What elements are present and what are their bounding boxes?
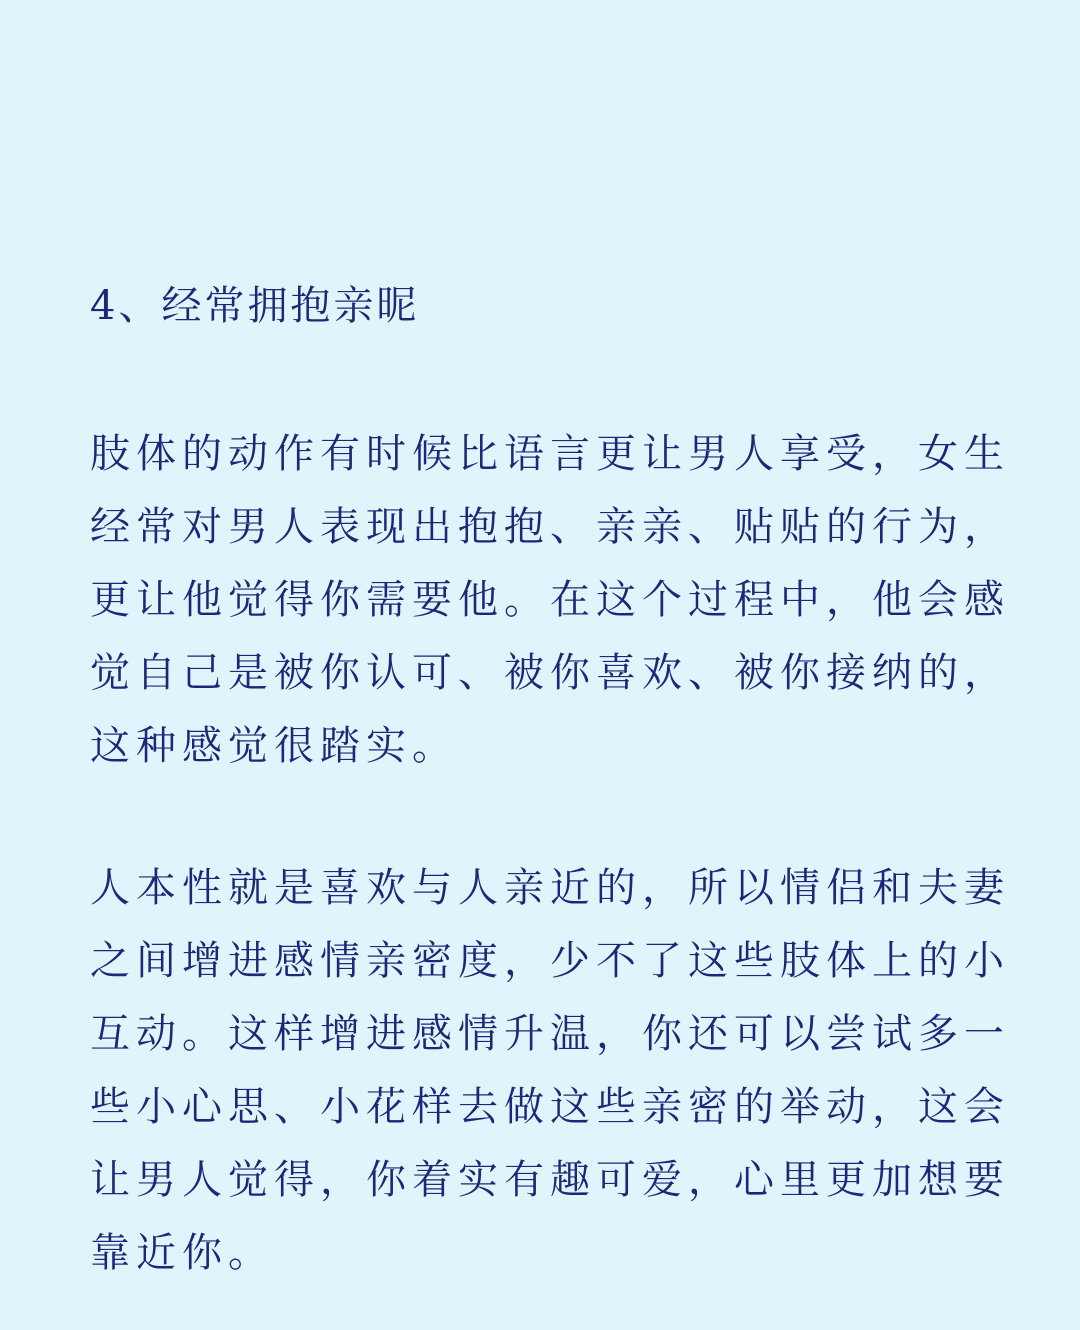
paragraph-line: 肢体的动作有时候比语言更让男人享受，女生 [90,431,1010,477]
paragraph-line: 经常对男人表现出抱抱、亲亲、贴贴的行为， [90,504,1010,550]
paragraph-2 [90,852,1010,1290]
paragraph-line: 之间增进感情亲密度，少不了这些肢体上的小 [90,938,1010,984]
paragraph-line: 互动。这样增进感情升温，你还可以尝试多一 [90,1011,1010,1057]
paragraph-1 [90,418,1010,783]
paragraph-line: 这种感觉很踏实。 [90,723,458,769]
paragraph-line: 靠近你。 [90,1230,274,1276]
paragraph-line: 觉自己是被你认可、被你喜欢、被你接纳的， [90,650,1010,696]
paragraph-line: 人本性就是喜欢与人亲近的，所以情侣和夫妻 [90,865,1010,911]
paragraph-line: 更让他觉得你需要他。在这个过程中，他会感 [90,577,1010,623]
section-heading: 4、经常拥抱亲昵 [90,283,420,329]
paragraph-line: 让男人觉得，你着实有趣可爱，心里更加想要 [90,1157,1010,1203]
paragraph-line: 些小心思、小花样去做这些亲密的举动，这会 [90,1084,1010,1130]
